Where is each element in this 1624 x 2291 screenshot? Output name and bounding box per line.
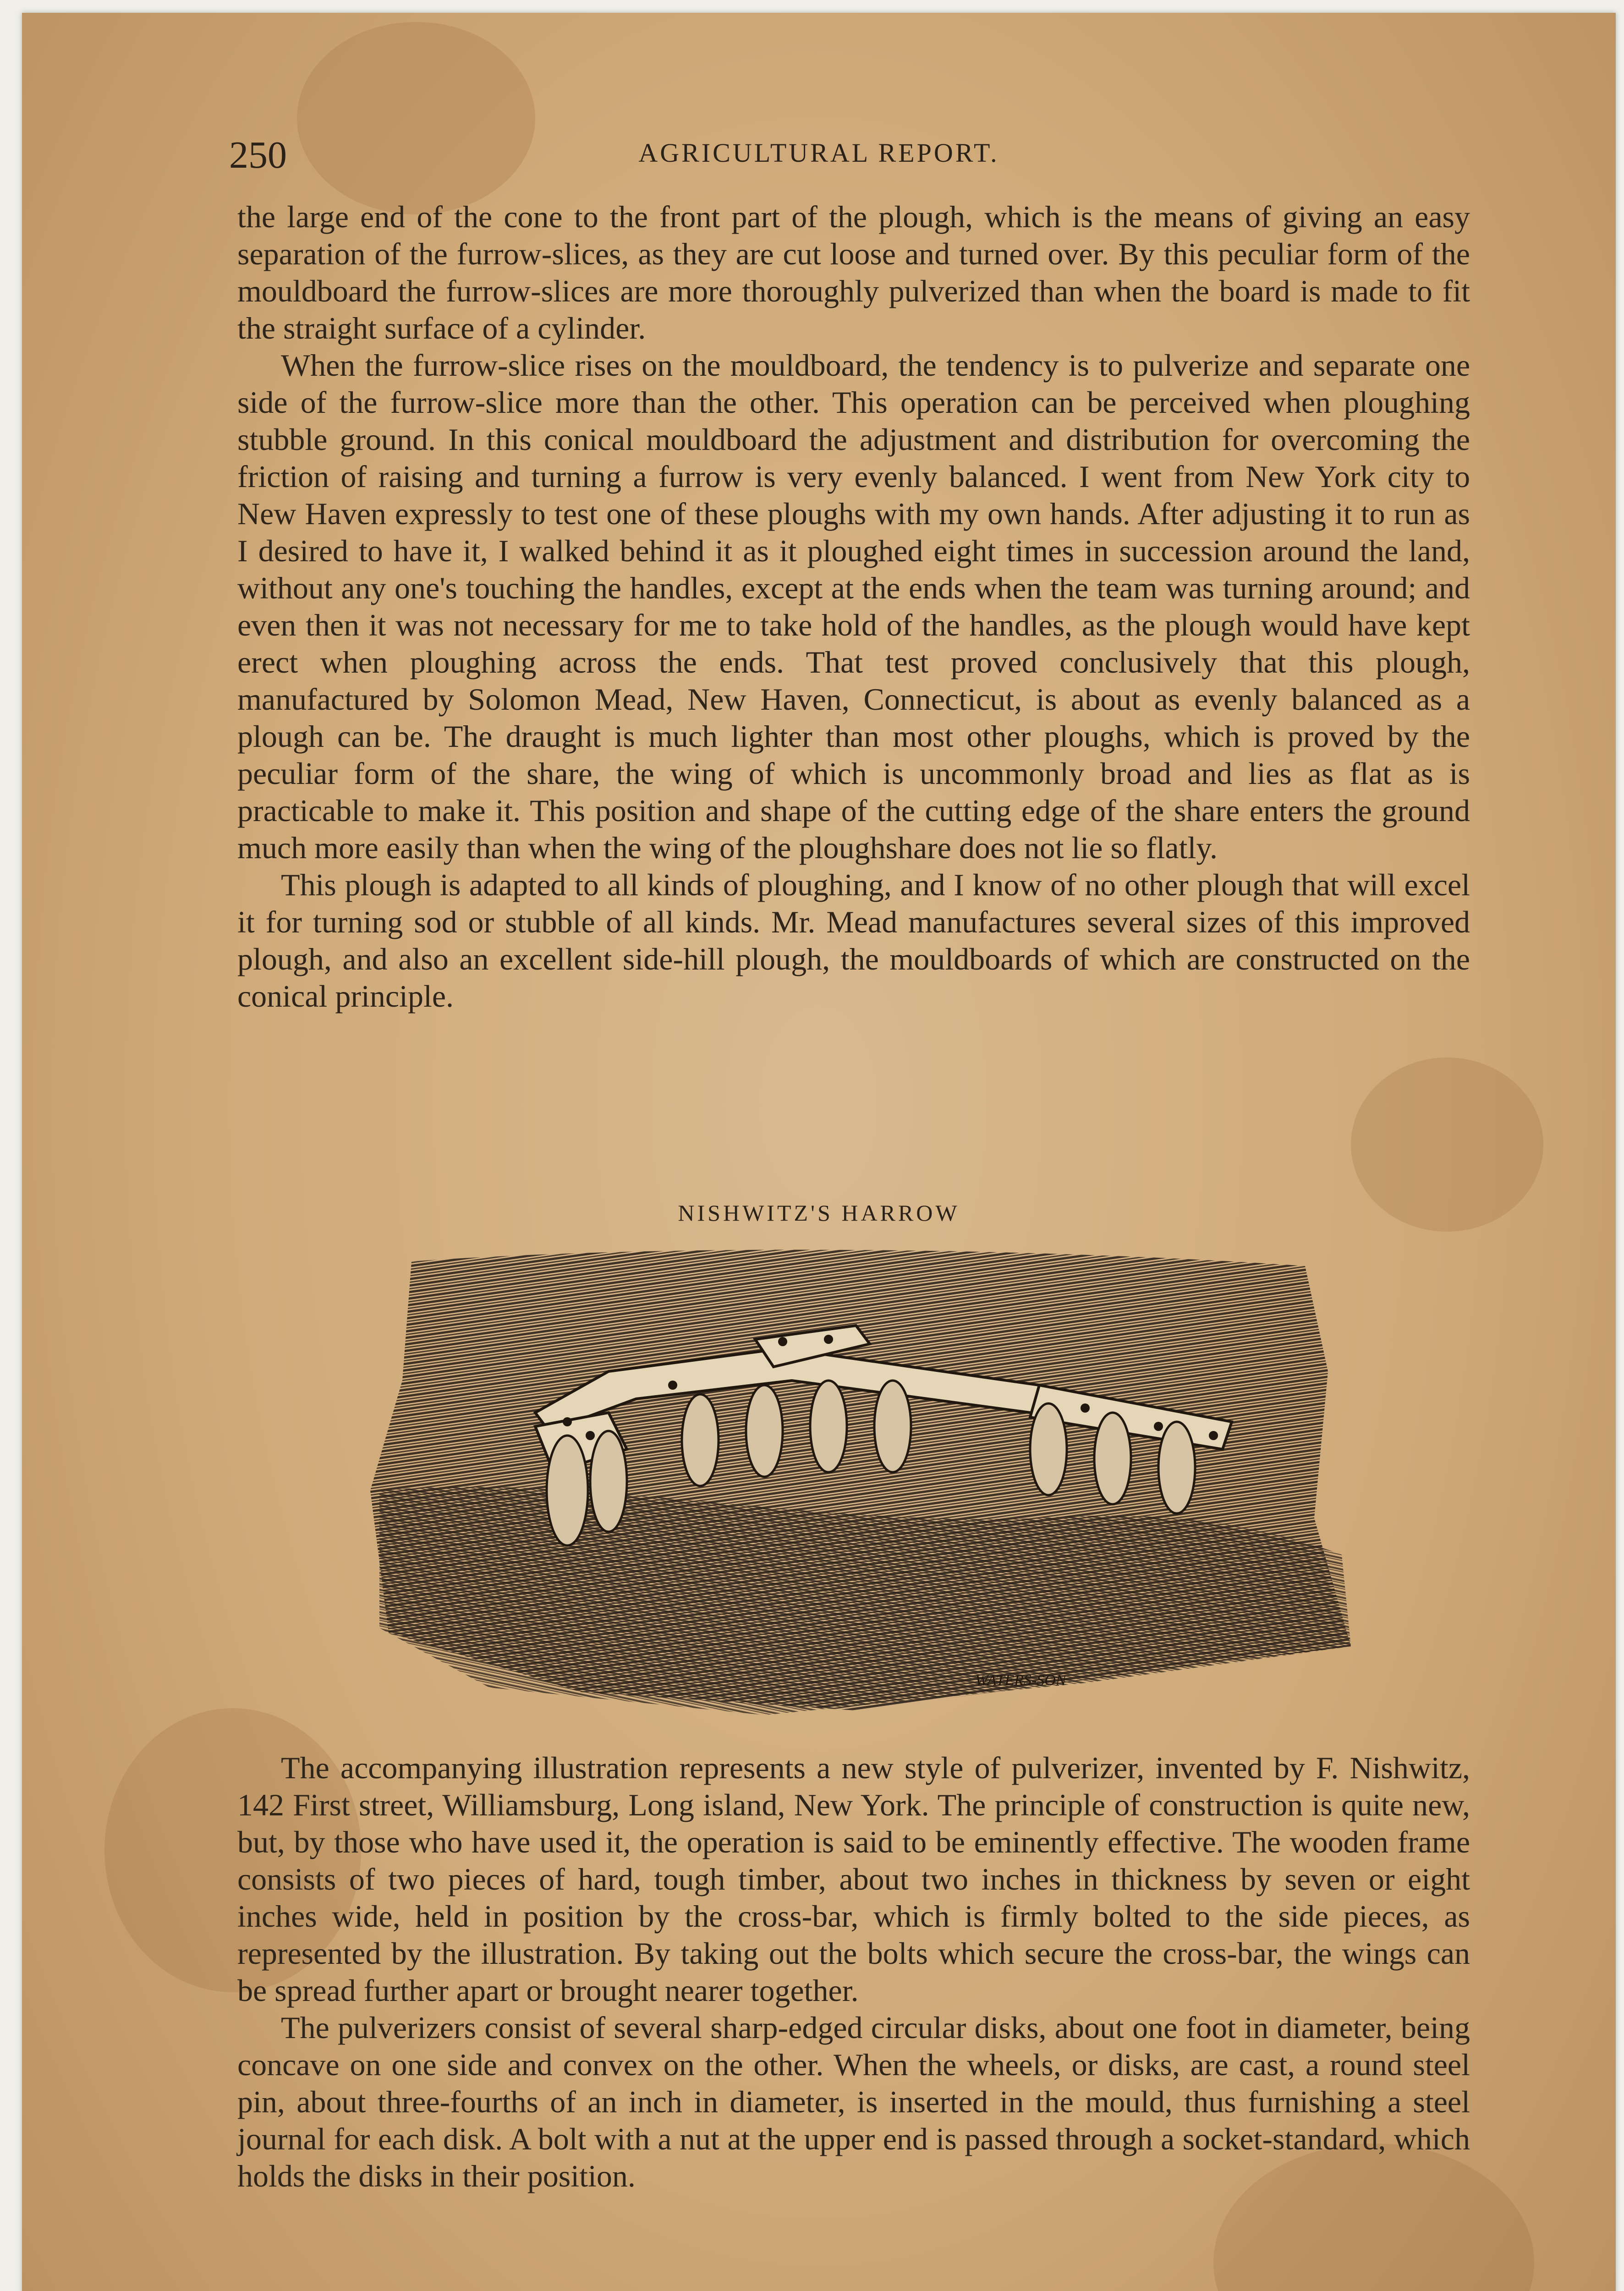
plowed-ground bbox=[370, 1250, 1351, 1715]
figure-title: NISHWITZ'S HARROW bbox=[678, 1200, 960, 1226]
paragraph: The accompanying illustration represents a new style of pulverizer, invented by F. Nishwitz, 142 First street, Williamsburg, Long island, New York. The principle of construction is quite new, but, by those who have used it, the operation is said to be eminently effective. The wooden frame consists of two pieces of hard, tough timber, about two inches in thickness by seven or eight inches wide, held in position by the cross-bar, which is firmly bolted to the side pieces, as represented by the illustration. By taking out the bolts which secure the cross-bar, the wings can be spread further apart or brought nearer together. bbox=[237, 1750, 1470, 2008]
foxing-stain bbox=[297, 22, 535, 214]
body-text-bottom bbox=[237, 1749, 1470, 2195]
paragraph: The pulverizers consist of several sharp-edged circular disks, about one foot in diameter, being concave on one side and convex on the other. When the wheels, or disks, are cast, a round steel pin, about three-fourths of an inch in diameter, is inserted in the mould, thus furnishing a steel journal for each disk. A bolt with a nut at the upper end is passed through a socket-standard, which holds the disks in their position. bbox=[237, 2010, 1470, 2193]
paragraph: When the furrow-slice rises on the mouldboard, the tendency is to pulverize and separate one side of the furrow-slice more than the other. This operation can be perceived when ploughing stubble ground. In this conical mouldboard the adjustment and distribution for overcoming the friction of raising and turning a furrow is very evenly balanced. I went from New York city to New Haven expressly to test one of these ploughs with my own hands. After adjusting it to run as I desired to have it, I walked behind it as it ploughed eight times in succession around the land, without any one's touching the handles, except at the ends when the team was turning around; and even then it was not necessary for me to take hold of the handles, as the plough would have kept erect when ploughing across the ends. That test proved conclusively that this plough, manufactured by Solomon Mead, New Haven, Connecticut, is about as evenly balanced as a plough can be. The draught is much lighter than most other ploughs, which is proved by the peculiar form of the share, the wing of which is uncommonly broad and lies as flat as is practicable to make it. This position and shape of the cutting edge of the share enters the ground much more easily than when the wing of the ploughshare does not lie so flatly. bbox=[237, 348, 1470, 865]
scanned-page bbox=[22, 13, 1616, 2291]
engraver-signature: WATERS-SON bbox=[975, 1672, 1066, 1689]
running-title: AGRICULTURAL REPORT. bbox=[638, 138, 999, 168]
page-number: 250 bbox=[229, 134, 287, 176]
harrow-engraving-illustration bbox=[352, 1234, 1383, 1729]
body-text-top bbox=[237, 198, 1470, 1015]
paragraph: This plough is adapted to all kinds of ploughing, and I know of no other plough that will excel it for turning sod or stubble of all kinds. Mr. Mead manufactures several sizes of this improved plough, and also an excellent side-hill plough, the mouldboards of which are constructed on the conical principle. bbox=[237, 867, 1470, 1014]
paragraph: the large end of the cone to the front part of the plough, which is the means of giving an easy separation of the furrow-slices, as they are cut loose and turned over. By this peculiar form of the mouldboard the furrow-slices are more thoroughly pulverized than when the board is made to fit the straight surface of a cylinder. bbox=[237, 199, 1470, 345]
